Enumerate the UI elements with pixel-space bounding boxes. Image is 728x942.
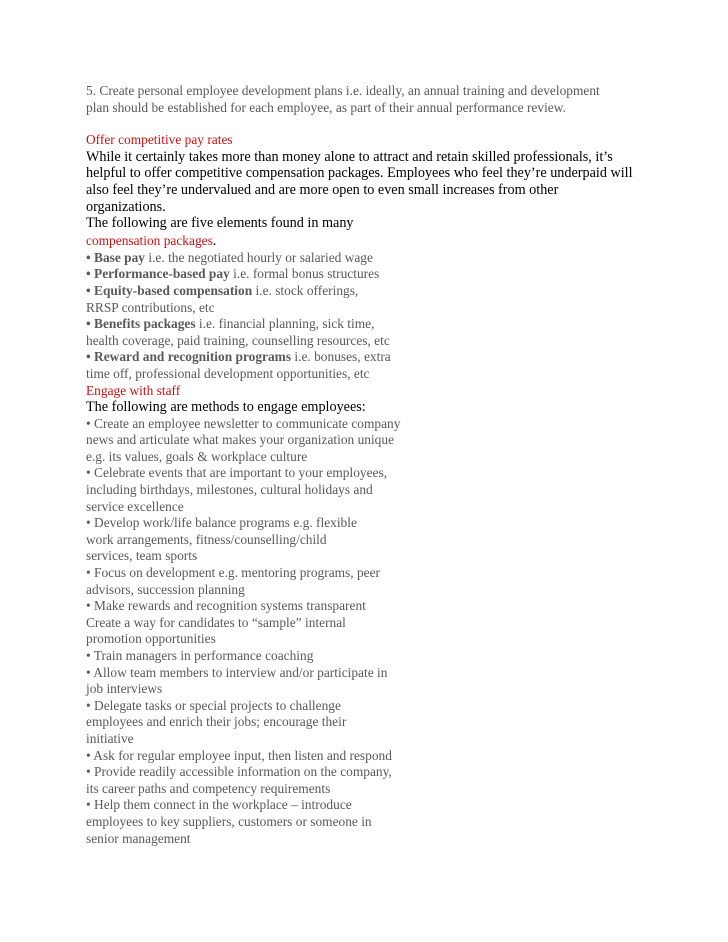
list-item: • Develop work/life balance programs e.g. flexible [86,515,357,531]
engage-intro: The following are methods to engage employees: [86,399,366,416]
pay-para-line-4: organizations. [86,198,166,215]
list-item: including birthdays, milestones, cultural holidays and [86,482,373,498]
elements-intro: The following are five elements found in many [86,215,354,232]
list-item: news and articulate what makes your organization unique [86,432,395,448]
list-item: • Ask for regular employee input, then listen and respond [86,747,392,763]
list-item: advisors, succession planning [86,581,245,597]
list-item: e.g. its values, goals & workplace culture [86,448,308,464]
list-item: services, team sports [86,548,198,564]
comp-item-label: • Reward and recognition programs [86,349,292,365]
comp-item-equity-cont: RRSP contributions, etc [86,299,215,315]
list-item: its career paths and competency requirements [86,780,331,796]
list-item: • Provide readily accessible information on the company, [86,764,392,780]
paragraph-gap [86,116,706,132]
list-item: employees and enrich their jobs; encourage their [86,714,347,730]
list-item: service excellence [86,498,184,514]
list-item: job interviews [86,681,163,697]
comp-item-desc: i.e. financial planning, sick time, [195,316,375,332]
list-item: • Allow team members to interview and/or participate in [86,664,388,680]
comp-item-base-pay [86,250,706,267]
comp-item-equity [86,283,706,300]
list-item: promotion opportunities [86,631,216,647]
pay-para-line-3: also feel they’re undervalued and are more open to even small increases from other [86,181,559,198]
comp-item-reward-cont: time off, professional development opportunities, etc [86,365,370,381]
comp-item-performance-pay [86,266,706,283]
comp-item-reward [86,349,706,366]
comp-item-desc: i.e. the negotiated hourly or salaried wage [145,249,373,265]
elements-period: . [212,232,217,249]
list-item: • Make rewards and recognition systems transparent [86,598,366,614]
section-heading-engage: Engage with staff [86,382,181,398]
list-item: • Delegate tasks or special projects to challenge [86,697,341,713]
document-body [86,83,706,847]
list-item: • Create an employee newsletter to communicate company [86,415,401,431]
list-item: Create a way for candidates to “sample” internal [86,614,346,630]
comp-item-benefits [86,316,706,333]
intro-line-2: plan should be established for each employee, as part of their annual performance review. [86,99,566,115]
comp-item-label: • Base pay [86,249,146,265]
list-item: • Celebrate events that are important to your employees, [86,465,388,481]
pay-para-line-2: helpful to offer competitive compensation packages. Employees who feel they’re underpaid will [86,165,633,182]
list-item: • Help them connect in the workplace – introduce [86,797,352,813]
list-item: employees to key suppliers, customers or someone in [86,813,372,829]
list-item: • Train managers in performance coaching [86,648,314,663]
pay-para-line-1: While it certainly takes more than money alone to attract and retain skilled professionals, it’s [86,148,613,165]
comp-item-label: • Equity-based compensation [86,282,253,298]
comp-item-desc: i.e. stock offerings, [252,282,359,298]
list-item: work arrangements, fitness/counselling/child [86,531,327,547]
comp-item-desc: i.e. bonuses, extra [291,349,391,365]
compensation-packages-link[interactable]: compensation packages [86,232,213,248]
comp-item-benefits-cont: health coverage, paid training, counselling resources, etc [86,332,390,348]
section-heading-pay: Offer competitive pay rates [86,132,233,148]
comp-item-desc: i.e. formal bonus structures [229,266,380,282]
list-item: senior management [86,830,191,846]
comp-item-label: • Benefits packages [86,316,196,332]
list-item: initiative [86,730,134,746]
intro-line-1: 5. Create personal employee development plans i.e. ideally, an annual training and development [86,83,600,98]
comp-item-label: • Performance-based pay [86,266,230,282]
engage-methods-list [86,416,706,847]
list-item: • Focus on development e.g. mentoring programs, peer [86,565,381,581]
elements-link-line [86,232,706,250]
